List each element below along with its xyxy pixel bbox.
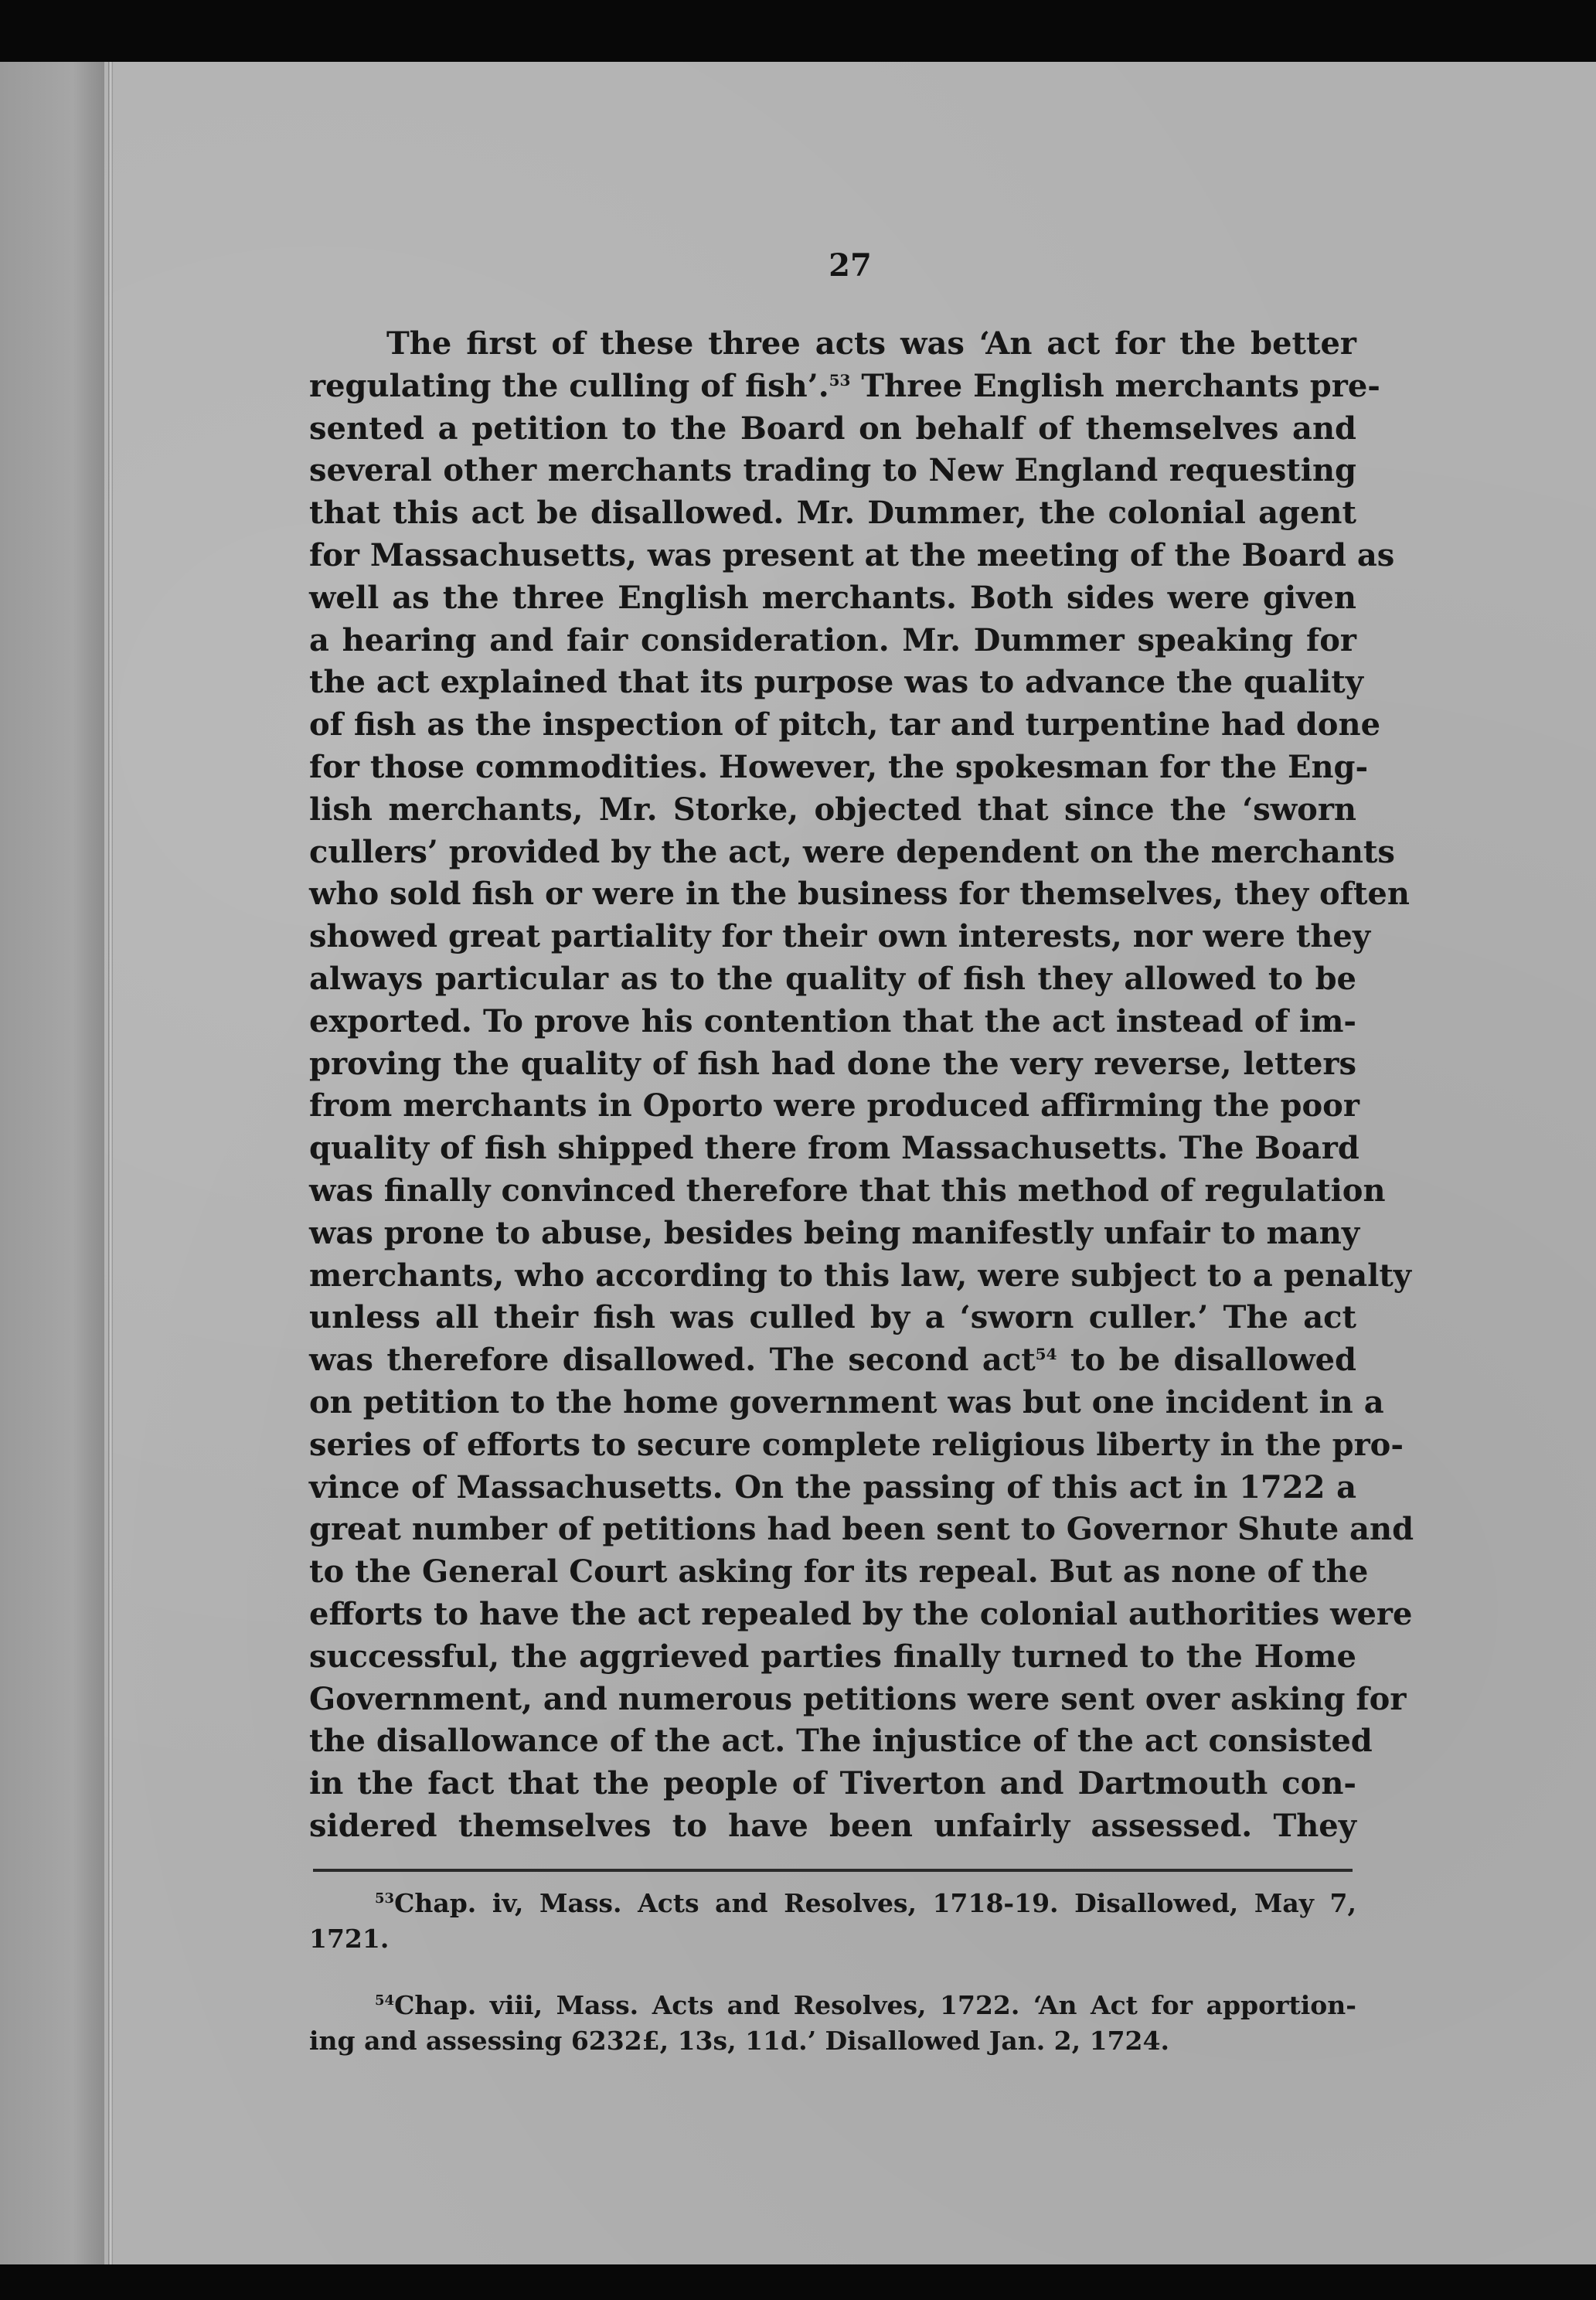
text-line: well as the three English merchants. Both sides were given xyxy=(309,579,1356,616)
text-line: was therefore disallowed. The second act$^{54}$ to be disallowed xyxy=(309,1342,1356,1379)
text-line: that this act be disallowed. Mr. Dummer, the colonial agent xyxy=(309,495,1356,532)
text-line: series of efforts to secure complete religious liberty in the pro- xyxy=(309,1426,1404,1463)
footnote-line: $^{54}$Chap. viii, Mass. Acts and Resolves, 1722. ‘An Act for apportion- xyxy=(375,1990,1356,2020)
text-line: to the General Court asking for its repeal. But as none of the xyxy=(309,1553,1369,1591)
footnotes xyxy=(309,1886,1356,2090)
body-text xyxy=(309,323,1414,1848)
footnote-mark: 53 xyxy=(375,1890,395,1907)
text-line: exported. To prove his contention that the act instead of im- xyxy=(309,1002,1356,1039)
footnote-mark: 54 xyxy=(375,1992,395,2009)
text-line: sented a petition to the Board on behalf of themselves and xyxy=(309,410,1356,447)
text-line: vince of Massachusetts. On the passing of this act in 1722 a xyxy=(309,1468,1356,1506)
footnote-ref[interactable]: 54 xyxy=(1035,1345,1057,1364)
text-line: proving the quality of fish had done the very reverse, letters xyxy=(309,1045,1356,1082)
text-line: always particular as to the quality of fish they allowed to be xyxy=(309,960,1356,997)
text-line: great number of petitions had been sent to Governor Shute and xyxy=(309,1511,1414,1548)
footnote-line: $^{53}$Chap. iv, Mass. Acts and Resolves, 1718-19. Disallowed, May 7, xyxy=(375,1888,1356,1918)
text-line: quality of fish shipped there from Massachusetts. The Board xyxy=(309,1130,1359,1167)
footnote-ref[interactable]: 53 xyxy=(829,370,851,390)
text-line: for Massachusetts, was present at the meeting of the Board as xyxy=(309,536,1395,573)
text-line: who sold fish or were in the business for themselves, they often xyxy=(309,876,1410,913)
scan-bottom-border xyxy=(0,2264,1596,2300)
text-line: regulating the culling of fish’.$^{53}$ Three English merchants pre- xyxy=(309,367,1380,404)
text-line: several other merchants trading to New England requesting xyxy=(309,452,1356,489)
text-line: was finally convinced therefore that this method of regulation xyxy=(309,1172,1386,1209)
text-line: Government, and numerous petitions were sent over asking for xyxy=(309,1680,1407,1717)
text-line: sidered themselves to have been unfairly assessed. They xyxy=(309,1807,1356,1844)
text-line: was prone to abuse, besides being manifestly unfair to many xyxy=(309,1214,1360,1251)
text-line: from merchants in Oporto were produced affirming the poor xyxy=(309,1087,1359,1124)
text-line: lish merchants, Mr. Storke, objected that since the ‘sworn xyxy=(309,791,1356,828)
facing-page-edge xyxy=(0,62,104,2272)
footnote-54 xyxy=(309,1988,1356,2059)
footnote-line: ing and assessing 6232£, 13s, 11d.’ Disallowed Jan. 2, 1724. xyxy=(309,2026,1169,2056)
text-line: merchants, who according to this law, were subject to a penalty xyxy=(309,1257,1412,1294)
text-line: on petition to the home government was but one incident in a xyxy=(309,1383,1384,1420)
text-line: unless all their fish was culled by a ‘sworn culler.’ The act xyxy=(309,1299,1356,1336)
footnote-53 xyxy=(309,1886,1356,1957)
text-line: the disallowance of the act. The injustice of the act consisted xyxy=(309,1723,1373,1760)
text-line: for those commodities. However, the spokesman for the Eng- xyxy=(309,748,1369,785)
page-number: 27 xyxy=(829,247,872,284)
text-line: showed great partiality for their own interests, nor were they xyxy=(309,918,1371,955)
text-line: successful, the aggrieved parties finally turned to the Home xyxy=(309,1638,1356,1675)
page-gutter xyxy=(108,62,113,2272)
footnote-divider xyxy=(313,1869,1353,1872)
text-line: The first of these three acts was ‘An act for the better xyxy=(386,325,1356,362)
text-line: the act explained that its purpose was to advance the quality xyxy=(309,664,1364,701)
text-line: cullers’ provided by the act, were dependent on the merchants xyxy=(309,833,1395,870)
text-line: efforts to have the act repealed by the colonial authorities were xyxy=(309,1595,1413,1632)
text-line: of fish as the inspection of pitch, tar and turpentine had done xyxy=(309,706,1381,743)
text-line: in the fact that the people of Tiverton and Dartmouth con- xyxy=(309,1765,1356,1802)
text-line: a hearing and fair consideration. Mr. Dummer speaking for xyxy=(309,621,1356,658)
footnote-line: 1721. xyxy=(309,1924,390,1954)
